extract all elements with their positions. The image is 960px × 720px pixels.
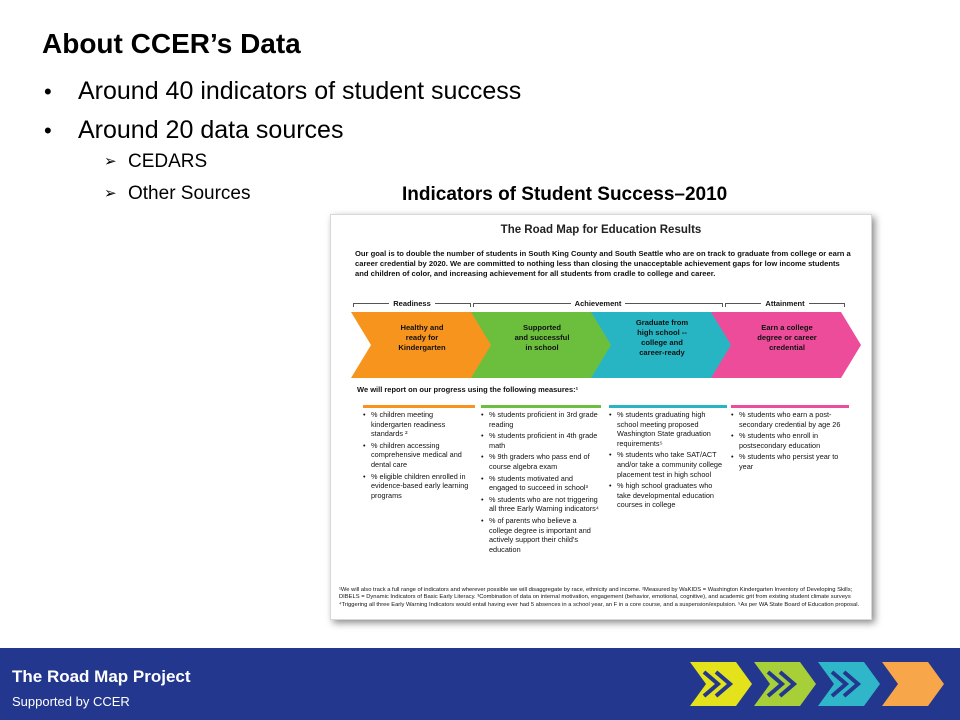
measure-item — [363, 441, 475, 470]
bullet-dot-icon: • — [44, 79, 52, 104]
measure-bullet-icon: • — [481, 473, 484, 483]
stage-label-1: Healthy and ready for Kindergarten — [398, 323, 446, 352]
measure-item — [481, 474, 601, 493]
measure-item — [363, 410, 475, 439]
arrow-bullet-icon: ➢ — [104, 185, 117, 202]
roadmap-figure — [330, 214, 872, 620]
stage-label-2: Supported and successful in school — [514, 323, 570, 352]
measures-color-bar — [363, 405, 475, 408]
arrow-bullet-icon: ➢ — [104, 153, 117, 170]
sub-bullet-text: Other Sources — [128, 183, 251, 204]
road-map-chevron-logo — [690, 662, 946, 706]
footer-subtitle: Supported by CCER — [12, 694, 130, 709]
measure-text: % students who earn a post-secondary credential by age 26 — [739, 410, 841, 429]
measure-bullet-icon: • — [609, 410, 612, 419]
measure-bullet-icon: • — [481, 452, 484, 462]
measure-bullet-icon: • — [363, 471, 366, 481]
measure-item — [609, 450, 727, 479]
measure-text: % children accessing comprehensive medical and dental care — [371, 440, 462, 469]
measure-text: % students who take SAT/ACT and/or take a community college placement test in high school — [617, 450, 723, 479]
figure-caption: Indicators of Student Success–2010 — [402, 184, 728, 205]
measure-bullet-icon: • — [481, 410, 484, 419]
measure-bullet-icon: • — [363, 410, 366, 419]
stage-label-3: Graduate from high school -- college and career-ready — [635, 318, 689, 357]
measure-item — [731, 410, 849, 429]
measure-bullet-icon: • — [609, 450, 612, 460]
measure-bullet-icon: • — [363, 440, 366, 450]
bullet-dot-icon: • — [44, 118, 52, 143]
measure-bullet-icon: • — [481, 515, 484, 525]
measures-column-college — [731, 405, 849, 474]
footer-title: The Road Map Project — [12, 667, 191, 686]
sub-bullet-item — [104, 146, 251, 178]
measure-item — [609, 410, 727, 448]
measure-text: % 9th graders who pass end of course algebra exam — [489, 452, 590, 471]
measure-text: % children meeting kindergarten readiness standards ² — [371, 410, 446, 439]
measure-bullet-icon: • — [731, 410, 734, 419]
logo-chevron-4 — [882, 662, 944, 706]
bullet-item — [44, 72, 521, 111]
measure-item — [731, 431, 849, 450]
measure-item — [363, 472, 475, 501]
measure-item — [481, 516, 601, 554]
measure-text: % students proficient in 3rd grade reading — [489, 410, 598, 429]
measures-column-readiness — [363, 405, 475, 502]
logo-chevron-2 — [754, 662, 816, 706]
phase-label-achievement: Achievement — [473, 299, 723, 308]
measure-bullet-icon: • — [481, 494, 484, 504]
measures-color-bar — [731, 405, 849, 408]
measure-text: % of parents who believe a college degree is important and actively support their child's education — [489, 515, 591, 554]
roadmap-footnote: ¹We will also track a full range of indicators and wherever possible we will disaggregate by race, ethnicity and income. ²Measured by WaKIDS = Washington Kindergarten Inventory of Developing Skills; DIBELS = Dynamic Indicators of Basic Early Literacy. ³Combination of data on internal motivation, engagement (behavior, emotional, cognitive), and academic grit from existing student climate surveys ⁴Triggering all three Early Warning Indicators would entail having ever had 5 absences in a school year, an F in a core course, and a suspension/expulsion. ⁵As per WA State Board of Education proposal. — [339, 587, 860, 608]
phase-label-readiness: Readiness — [353, 299, 471, 308]
measures-column-school — [481, 405, 601, 556]
measure-text: % students graduating high school meeting proposed Washington State graduation requirements⁵ — [617, 410, 711, 448]
measures-color-bar — [609, 405, 727, 408]
measure-text: % high school graduates who take developmental education courses in college — [617, 481, 714, 510]
stage-label-4: Earn a college degree or career credential — [757, 323, 817, 352]
measure-text: % students proficient in 4th grade math — [489, 431, 598, 450]
bullet-list — [44, 72, 521, 150]
sub-bullet-list — [104, 146, 251, 210]
measure-item — [609, 481, 727, 510]
roadmap-title: The Road Map for Education Results — [500, 224, 702, 236]
measure-text: % students who enroll in postsecondary education — [739, 431, 821, 450]
bullet-text: Around 40 indicators of student success — [78, 77, 522, 105]
measure-text: % students who are not triggering all three Early Warning indicators⁴ — [489, 494, 599, 514]
measure-item — [481, 410, 601, 429]
measure-bullet-icon: • — [731, 452, 734, 462]
measure-bullet-icon: • — [481, 431, 484, 441]
measure-item — [731, 452, 849, 471]
slide-title: About CCER’s Data — [42, 28, 301, 59]
sub-bullet-text: CEDARS — [128, 151, 208, 172]
measure-item — [481, 452, 601, 471]
measures-intro: We will report on our progress using the following measures:¹ — [357, 385, 579, 394]
measure-item — [481, 495, 601, 514]
measure-text: % students motivated and engaged to succeed in school³ — [489, 473, 588, 493]
sub-bullet-item — [104, 178, 251, 210]
logo-chevron-3 — [818, 662, 880, 706]
measures-column-highschool — [609, 405, 727, 512]
measures-color-bar — [481, 405, 601, 408]
measure-bullet-icon: • — [609, 481, 612, 491]
bullet-item — [44, 111, 521, 150]
measure-text: % students who persist year to year — [739, 452, 839, 471]
measure-bullet-icon: • — [731, 431, 734, 441]
phase-label-attainment: Attainment — [725, 299, 845, 308]
measure-item — [481, 431, 601, 450]
roadmap-goal-text: Our goal is to double the number of students in South King County and South Seattle who are on track to graduate from college or earn a career credential by 2020. We are committed to nothing less than closing the unacceptable achievement gaps for low income students and children of color, and increasing achievement for all students from cradle to college and career. — [355, 249, 851, 278]
measure-text: % eligible children enrolled in evidence-based early learning programs — [371, 471, 469, 500]
bullet-text: Around 20 data sources — [78, 116, 344, 144]
logo-chevron-1 — [690, 662, 752, 706]
